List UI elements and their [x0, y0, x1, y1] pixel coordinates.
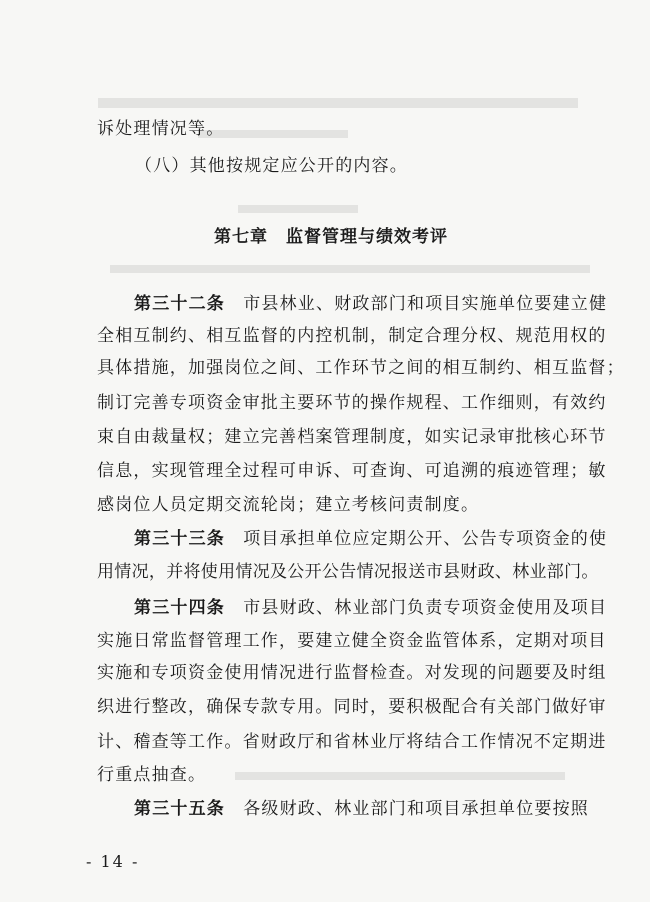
article-35-number: 第三十五条	[134, 799, 225, 819]
article-33-number: 第三十三条	[134, 529, 225, 549]
article-34-line: 行重点抽查。	[97, 765, 207, 785]
bleed-through-mark	[235, 772, 565, 780]
article-34-line: 织进行整改，确保专款专用。同时，要积极配合有关部门做好审	[97, 697, 607, 717]
article-32-line: 制订完善专项资金审批主要环节的操作规程、工作细则，有效约	[97, 393, 607, 413]
article-32-line: 具体措施，加强岗位之间、工作环节之间的相互制约、相互监督；	[97, 358, 625, 378]
article-33-first-text: 项目承担单位应定期公开、公告专项资金的使	[225, 529, 608, 549]
article-34-line: 实施日常监督管理工作，要建立健全资金监管体系，定期对项目	[97, 631, 607, 651]
bleed-through-mark	[98, 98, 578, 108]
bleed-through-mark	[110, 265, 590, 273]
chapter-title: 第七章 监督管理与绩效考评	[214, 227, 448, 247]
continued-line: 诉处理情况等。	[97, 119, 225, 139]
article-34-first-line	[134, 597, 608, 619]
article-33-line: 用情况，并将使用情况及公开公告情况报送市县财政、林业部门。	[97, 562, 599, 582]
article-32-line: 感岗位人员定期交流轮岗；建立考核问责制度。	[97, 495, 480, 515]
item-eight-line: （八）其他按规定应公开的内容。	[135, 156, 408, 176]
bleed-through-mark	[238, 205, 358, 213]
article-33-first-line	[134, 528, 608, 550]
article-32-number: 第三十二条	[134, 294, 225, 314]
article-34-line: 实施和专项资金使用情况进行监督检查。对发现的问题要及时组	[97, 663, 607, 683]
article-32-first-line	[134, 293, 608, 315]
article-34-number: 第三十四条	[134, 598, 225, 618]
article-32-line: 信息，实现管理全过程可申诉、可查询、可追溯的痕迹管理；敏	[97, 461, 607, 481]
article-34-line: 计、稽查等工作。省财政厅和省林业厅将结合工作情况不定期进	[97, 732, 607, 752]
article-32-line: 束自由裁量权；建立完善档案管理制度，如实记录审批核心环节	[97, 427, 607, 447]
page-number: - 14 -	[86, 852, 140, 871]
article-32-line: 全相互制约、相互监督的内控机制，制定合理分权、规范用权的	[97, 326, 607, 346]
article-35-first-line	[134, 798, 589, 820]
article-35-first-text: 各级财政、林业部门和项目承担单位要按照	[225, 799, 589, 819]
article-34-first-text: 市县财政、林业部门负责专项资金使用及项目	[225, 598, 608, 618]
article-32-first-text: 市县林业、财政部门和项目实施单位要建立健	[225, 294, 608, 314]
